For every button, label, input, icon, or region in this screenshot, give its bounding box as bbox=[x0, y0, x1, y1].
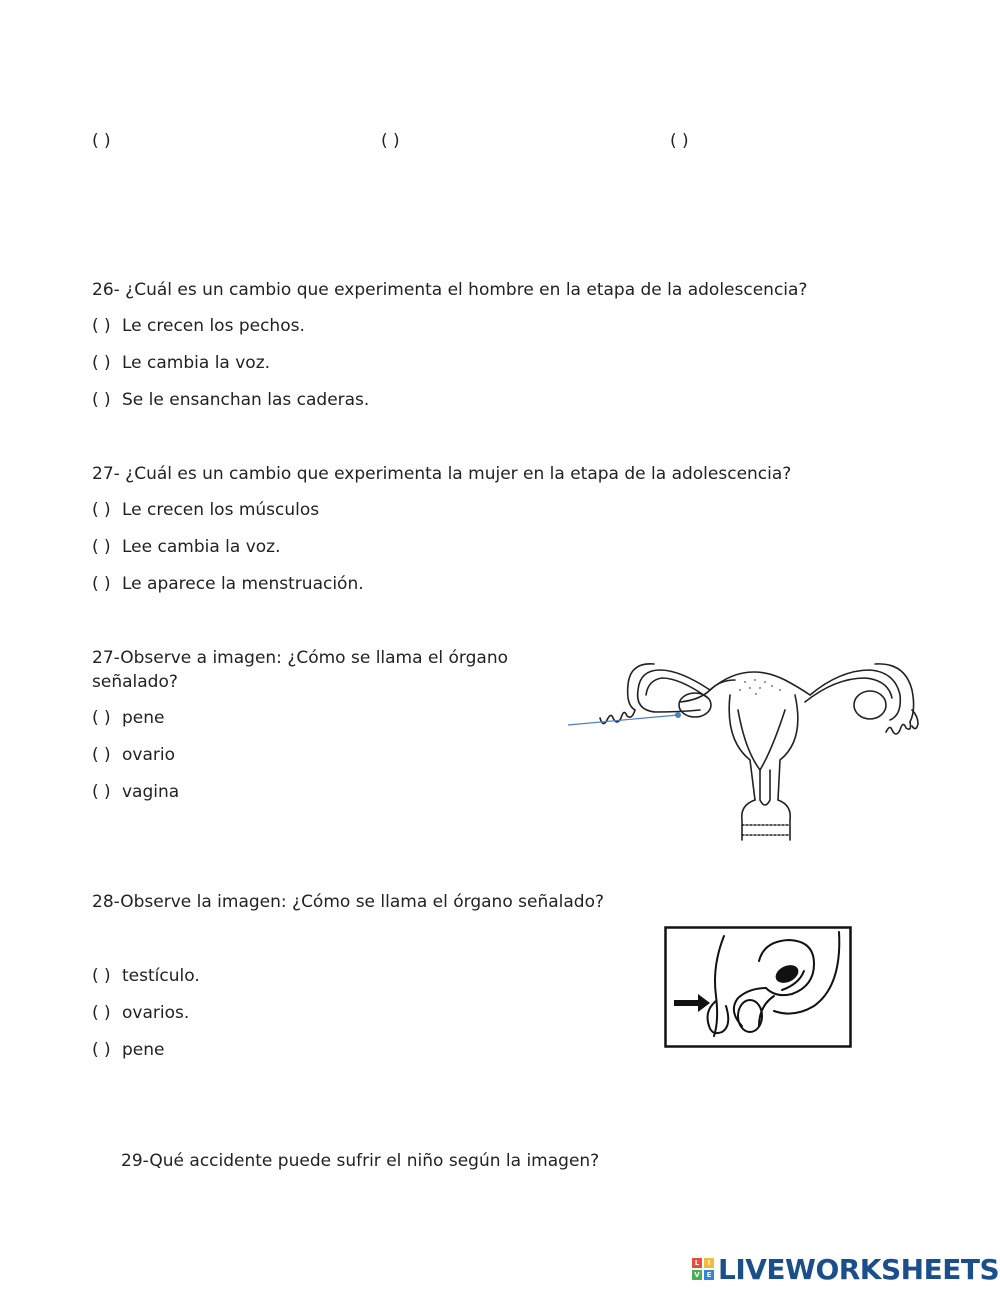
male-reproductive-system-illustration bbox=[664, 926, 852, 1048]
answer-blank[interactable]: ( ) bbox=[92, 500, 111, 520]
question-27a: 27- ¿Cuál es un cambio que experimenta la mujer en la etapa de la adolescencia? bbox=[92, 464, 792, 484]
option-text: Se le ensanchan las caderas. bbox=[122, 390, 370, 410]
question-26: 26- ¿Cuál es un cambio que experimenta el hombre en la etapa de la adolescencia? bbox=[92, 280, 808, 300]
question-29: 29-Qué accidente puede sufrir el niño según la imagen? bbox=[121, 1151, 600, 1171]
logo-badge-letter-v: V bbox=[692, 1270, 702, 1280]
option-text: pene bbox=[122, 1040, 165, 1060]
logo-badge-letter-i: I bbox=[704, 1258, 714, 1268]
answer-blank[interactable]: ( ) bbox=[92, 353, 111, 373]
answer-blank[interactable]: ( ) bbox=[92, 966, 111, 986]
option-text: Le aparece la menstruación. bbox=[122, 574, 364, 594]
option-text: vagina bbox=[122, 782, 180, 802]
option-text: Le crecen los músculos bbox=[122, 500, 320, 520]
logo-badge-letter-l: L bbox=[692, 1258, 702, 1268]
answer-blank[interactable]: ( ) bbox=[92, 574, 111, 594]
logo-wordmark: LIVEWORKSHEETS bbox=[718, 1252, 1000, 1286]
answer-blank[interactable]: ( ) bbox=[92, 390, 111, 410]
question-28: 28-Observe la imagen: ¿Cómo se llama el órgano señalado? bbox=[92, 892, 604, 912]
q28-option-1 bbox=[92, 965, 200, 987]
q27b-option-1 bbox=[92, 707, 164, 729]
option-text: Le crecen los pechos. bbox=[122, 316, 305, 336]
q28-option-2 bbox=[92, 1002, 189, 1024]
answer-blank[interactable]: ( ) bbox=[92, 708, 111, 728]
q27b-option-3 bbox=[92, 781, 179, 803]
option-text: ovarios. bbox=[122, 1003, 190, 1023]
q28-option-3 bbox=[92, 1039, 164, 1061]
logo-badge-letter-e: E bbox=[704, 1270, 714, 1280]
option-text: testículo. bbox=[122, 966, 200, 986]
answer-blank[interactable]: ( ) bbox=[92, 1003, 111, 1023]
liveworksheets-logo bbox=[692, 1254, 999, 1284]
logo-badge-icon bbox=[692, 1258, 714, 1280]
answer-blank[interactable]: ( ) bbox=[92, 316, 111, 336]
q27a-option-3 bbox=[92, 573, 364, 595]
top-blank-2[interactable]: ( ) bbox=[381, 131, 400, 151]
q26-option-1 bbox=[92, 315, 305, 337]
answer-blank[interactable]: ( ) bbox=[92, 537, 111, 557]
answer-blank[interactable]: ( ) bbox=[92, 745, 111, 765]
q27a-option-2 bbox=[92, 536, 281, 558]
option-text: ovario bbox=[122, 745, 175, 765]
q26-option-3 bbox=[92, 389, 369, 411]
option-text: Lee cambia la voz. bbox=[122, 537, 281, 557]
female-reproductive-system-illustration bbox=[560, 650, 930, 850]
answer-blank[interactable]: ( ) bbox=[92, 1040, 111, 1060]
top-blank-3[interactable]: ( ) bbox=[670, 131, 689, 151]
option-text: Le cambia la voz. bbox=[122, 353, 271, 373]
q27b-option-2 bbox=[92, 744, 175, 766]
option-text: pene bbox=[122, 708, 165, 728]
top-blank-1[interactable]: ( ) bbox=[92, 131, 111, 151]
answer-blank[interactable]: ( ) bbox=[92, 782, 111, 802]
question-27b: 27-Observe a imagen: ¿Cómo se llama el órgano señalado? bbox=[92, 648, 509, 692]
q26-option-2 bbox=[92, 352, 270, 374]
q27a-option-1 bbox=[92, 499, 319, 521]
